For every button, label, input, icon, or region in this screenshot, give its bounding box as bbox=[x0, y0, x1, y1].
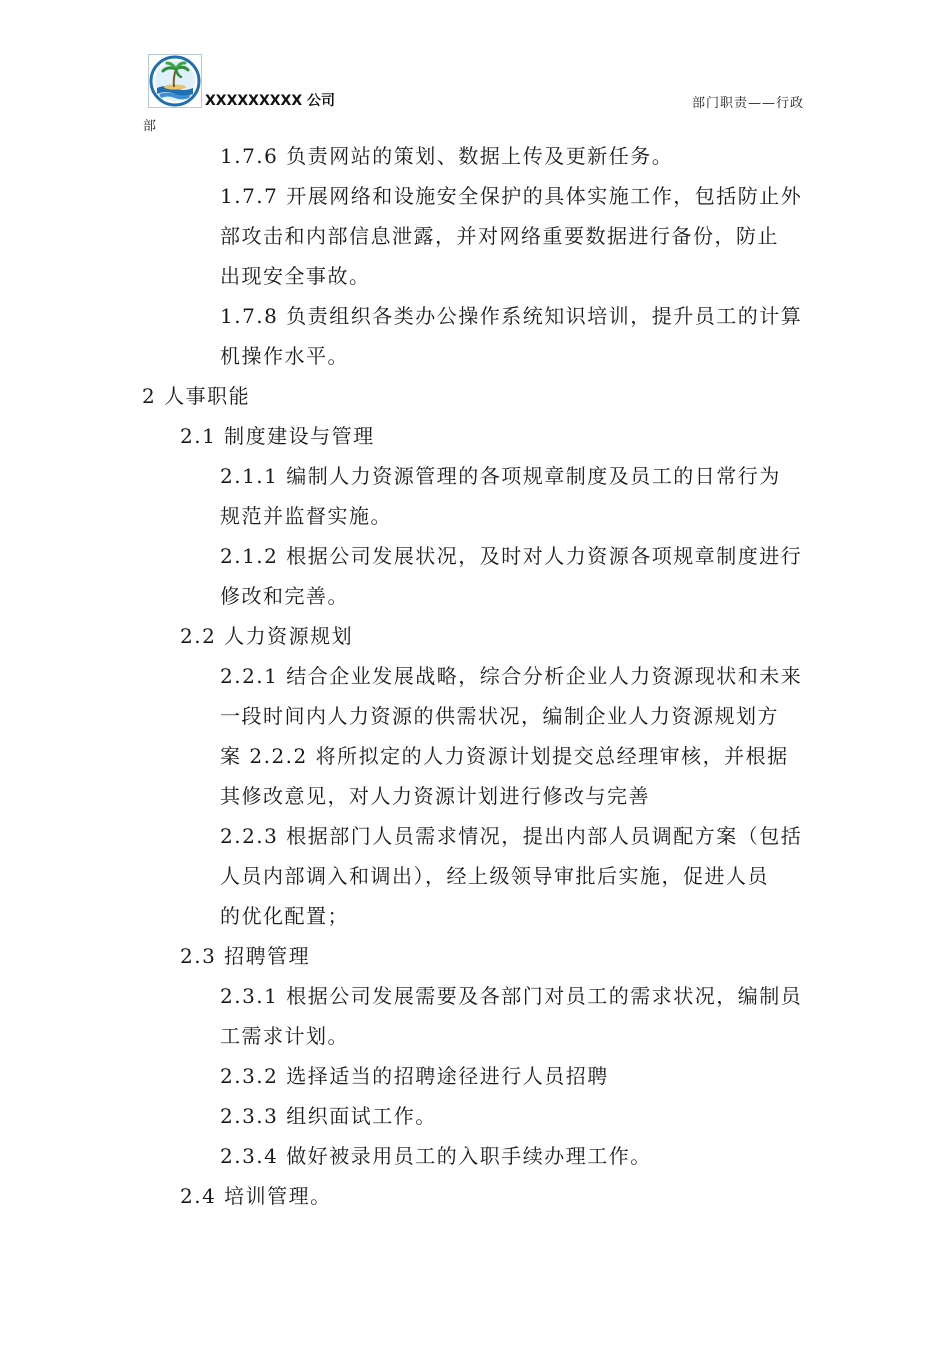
subsection-heading: 2.4 培训管理。 bbox=[180, 1184, 332, 1208]
company-name: XXXXXXXXX 公司 bbox=[205, 93, 336, 109]
department-title-wrap: 部 bbox=[143, 119, 157, 134]
text-line: 修改和完善。 bbox=[220, 584, 349, 608]
text-line: 2.2.3 根据部门人员需求情况，提出内部人员调配方案（包括 bbox=[220, 824, 803, 848]
text-line: 1.7.7 开展网络和设施安全保护的具体实施工作，包括防止外 bbox=[220, 184, 803, 208]
page-header bbox=[0, 0, 950, 140]
subsection-heading: 2.1 制度建设与管理 bbox=[180, 424, 375, 448]
subsection-heading: 2.3 招聘管理 bbox=[180, 944, 311, 968]
text-line: 2.3.3 组织面试工作。 bbox=[220, 1104, 437, 1128]
palm-tree-island-logo-icon bbox=[148, 54, 202, 108]
text-line: 1.7.6 负责网站的策划、数据上传及更新任务。 bbox=[220, 144, 674, 168]
text-line: 1.7.8 负责组织各类办公操作系统知识培训，提升员工的计算 bbox=[220, 304, 803, 328]
section-heading: 2 人事职能 bbox=[142, 384, 251, 408]
text-line: 规范并监督实施。 bbox=[220, 504, 392, 528]
text-line: 的优化配置； bbox=[220, 904, 349, 928]
text-line: 一段时间内人力资源的供需状况，编制企业人力资源规划方 bbox=[220, 704, 779, 728]
text-line: 部攻击和内部信息泄露，并对网络重要数据进行备份，防止 bbox=[220, 224, 779, 248]
text-line: 案 2.2.2 将所拟定的人力资源计划提交总经理审核，并根据 bbox=[220, 744, 789, 768]
department-title: 部门职责——行政 bbox=[692, 96, 805, 111]
text-line: 2.3.2 选择适当的招聘途径进行人员招聘 bbox=[220, 1064, 609, 1088]
subsection-heading: 2.2 人力资源规划 bbox=[180, 624, 354, 648]
text-line: 2.1.1 编制人力资源管理的各项规章制度及员工的日常行为 bbox=[220, 464, 781, 488]
text-line: 出现安全事故。 bbox=[220, 264, 371, 288]
text-line: 工需求计划。 bbox=[220, 1024, 349, 1048]
text-line: 人员内部调入和调出），经上级领导审批后实施，促进人员 bbox=[220, 864, 769, 888]
text-line: 其修改意见，对人力资源计划进行修改与完善 bbox=[220, 784, 650, 808]
text-line: 2.1.2 根据公司发展状况，及时对人力资源各项规章制度进行 bbox=[220, 544, 803, 568]
text-line: 机操作水平。 bbox=[220, 344, 349, 368]
text-line: 2.3.1 根据公司发展需要及各部门对员工的需求状况，编制员 bbox=[220, 984, 803, 1008]
text-line: 2.2.1 结合企业发展战略，综合分析企业人力资源现状和未来 bbox=[220, 664, 803, 688]
text-line: 2.3.4 做好被录用员工的入职手续办理工作。 bbox=[220, 1144, 652, 1168]
